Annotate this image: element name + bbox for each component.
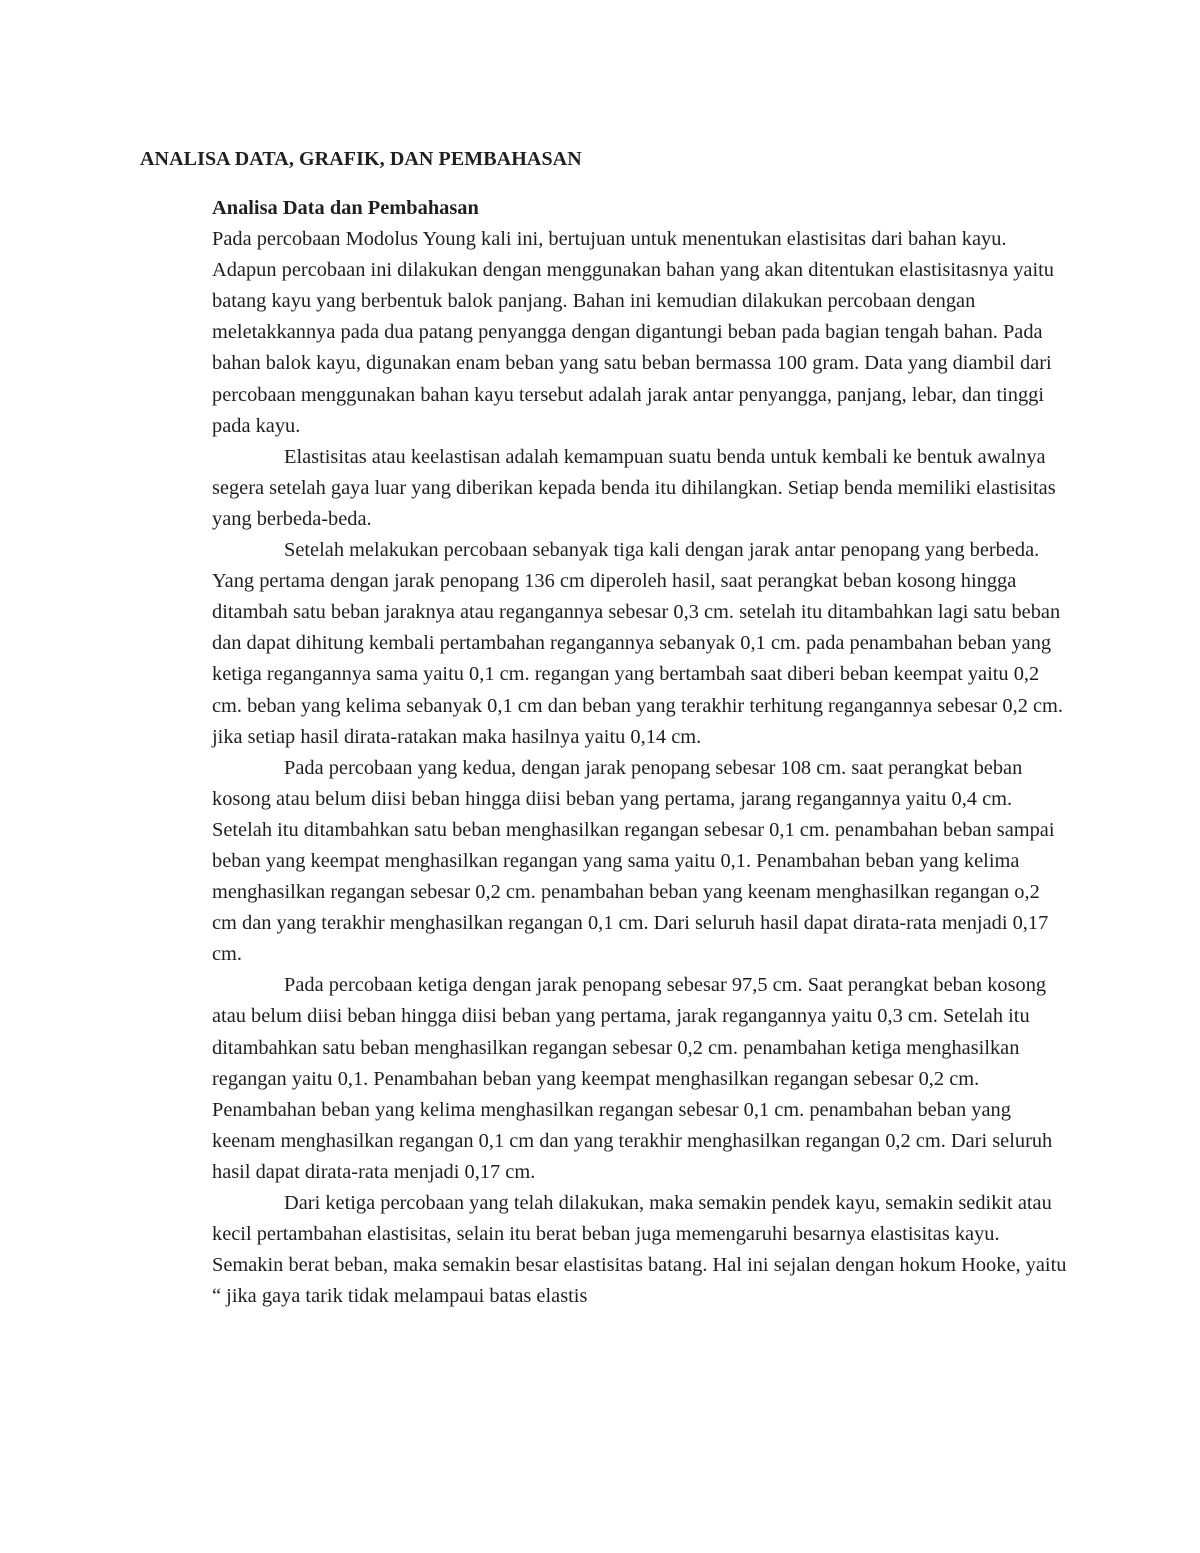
paragraph-conclusion: Dari ketiga percobaan yang telah dilakukan, maka semakin pendek kayu, semakin sedikit atau kecil pertambahan elastisitas, selain itu berat beban juga memengaruhi besarnya elastisitas kayu. Semakin berat beban, maka semakin besar elastisitas batang. Hal ini sejalan dengan hokum Hooke, yaitu “ jika gaya tarik tidak melampaui batas elastis <box>212 1192 1067 1308</box>
paragraph-elastisitas-definition: Elastisitas atau keelastisan adalah kemampuan suatu benda untuk kembali ke bentuk awalnya segera setelah gaya luar yang diberikan kepada benda itu dihilangkan. Setiap benda memiliki elastisitas yang berbeda-beda. <box>212 445 1056 530</box>
paragraph-experiment-three: Pada percobaan ketiga dengan jarak penopang sebesar 97,5 cm. Saat perangkat beban kosong atau belum diisi beban hingga diisi beban yang pertama, jarak regangannya yaitu 0,3 cm. Setelah itu ditambahkan satu beban menghasilkan regangan sebesar 0,2 cm. penambahan ketiga menghasilkan regangan yaitu 0,1. Penambahan beban yang keempat menghasilkan regangan sebesar 0,2 cm. Penambahan beban yang kelima menghasilkan regangan sebesar 0,1 cm. penambahan beban yang keenam menghasilkan regangan 0,1 cm dan yang terakhir menghasilkan regangan 0,2 cm. Dari seluruh hasil dapat dirata-rata menjadi 0,17 cm. <box>212 974 1053 1183</box>
paragraph-experiment-one: Setelah melakukan percobaan sebanyak tiga kali dengan jarak antar penopang yang berbeda. Yang pertama dengan jarak penopang 136 cm diperoleh hasil, saat perangkat beban kosong hingga ditambah satu beban jaraknya atau regangannya sebesar 0,3 cm. setelah itu ditambahkan lagi satu beban dan dapat dihitung kembali pertambahan regangannya sebanyak 0,1 cm. pada penambahan beban yang ketiga regangannya sama yaitu 0,1 cm. regangan yang bertambah saat diberi beban keempat yaitu 0,2 cm. beban yang kelima sebanyak 0,1 cm dan beban yang terakhir terhitung regangannya sebesar 0,2 cm. jika setiap hasil dirata-ratakan maka hasilnya yaitu 0,14 cm. <box>212 539 1064 748</box>
section-heading: Analisa Data dan Pembahasan <box>212 197 479 219</box>
paragraph-intro: Pada percobaan Modolus Young kali ini, bertujuan untuk menentukan elastisitas dari bahan kayu. Adapun percobaan ini dilakukan dengan menggunakan bahan yang akan ditentukan elastisitasnya yaitu batang kayu yang berbentuk balok panjang. Bahan ini kemudian dilakukan percobaan dengan meletakkannya pada dua patang penyangga dengan digantungi beban pada bagian tengah bahan. Pada bahan balok kayu, digunakan enam beban yang satu beban bermassa 100 gram. Data yang diambil dari percobaan menggunakan bahan kayu tersebut adalah jarak antar penyangga, panjang, lebar, dan tinggi pada kayu. <box>212 228 1054 437</box>
document-body <box>212 193 1067 1312</box>
paragraph-experiment-two: Pada percobaan yang kedua, dengan jarak penopang sebesar 108 cm. saat perangkat beban kosong atau belum diisi beban hingga diisi beban yang pertama, jarang regangannya yaitu 0,4 cm. Setelah itu ditambahkan satu beban menghasilkan regangan sebesar 0,1 cm. penambahan beban sampai beban yang keempat menghasilkan regangan yang sama yaitu 0,1. Penambahan beban yang kelima menghasilkan regangan sebesar 0,2 cm. penambahan beban yang keenam menghasilkan regangan o,2 cm dan yang terakhir menghasilkan regangan 0,1 cm. Dari seluruh hasil dapat dirata-rata menjadi 0,17 cm. <box>212 756 1055 966</box>
page-title: ANALISA DATA, GRAFIK, DAN PEMBAHASAN <box>140 148 582 170</box>
